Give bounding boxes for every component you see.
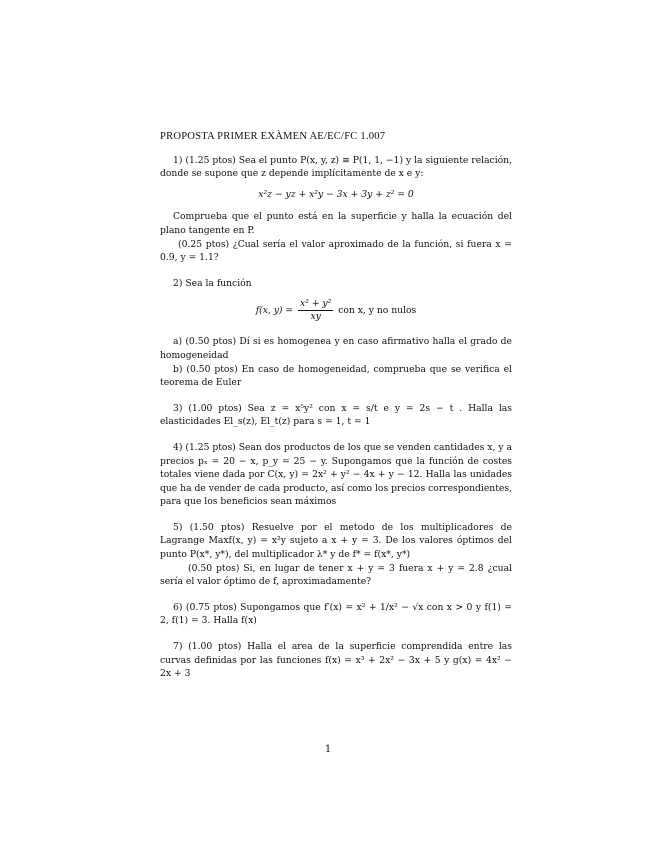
q4-statement: 4) (1.25 ptos) Sean dos productos de los que se venden cantidades x, y a precios pₓ = 20 − x, p_y = 25 − y. Supongamos que la función de costes totales viene dada por C(x, y) = 2x² + y² − 4x + y − 12. Halla las unidades que ha de vender de cada producto, así como los precios correspondientes, para que los beneficios sean máximos xyxy=(160,441,512,508)
q1-equation: x²z − yz + x²y − 3x + 3y + z² = 0 xyxy=(258,188,414,200)
q1-task: Comprueba que el punto está en la superficie y halla la ecuación del plano tangente en P. xyxy=(160,211,512,236)
q2-eq-right: con x, y no nulos xyxy=(338,305,417,317)
q7-statement: 7) (1.00 ptos) Halla el area de la superficie comprendida entre las curvas definidas por las funciones f(x) = x³ + 2x² − 3x + 5 y g(x) = 4x² − 2x + 3 xyxy=(160,641,512,680)
exam-title: PROPOSTA PRIMER EXÀMEN AE/EC/FC 1.007 xyxy=(160,131,386,142)
exam-document xyxy=(160,130,512,681)
q5-statement: 5) (1.50 ptos) Resuelve por el metodo de los multiplicadores de Lagrange Maxf(x, y) = x²y sujeto a x + y = 3. De los valores óptimos del punto P(x*, y*), del multiplicador λ* y de f* = f(x*, y*) xyxy=(160,521,512,561)
q1-subtask: (0.25 ptos) ¿Cual sería el valor aproximado de la función, si fuera x = 0.9, y = 1.1? xyxy=(160,238,512,264)
q2-intro: 2) Sea la función xyxy=(173,277,252,289)
q6-statement: 6) (0.75 ptos) Supongamos que f′(x) = x² + 1/x² − √x con x > 0 y f(1) = 2, f(1) = 3. Halla f(x) xyxy=(160,601,512,627)
q3-statement: 3) (1.00 ptos) Sea z = x⁵y² con x = s/t e y = 2s − t . Halla las elasticidades El_s(z), El_t(z) para s = 1, t = 1 xyxy=(160,402,512,428)
q1-statement: 1) (1.25 ptos) Sea el punto P(x, y, z) ≡ P(1, 1, −1) y la siguiente relación, donde se supone que z depende implícitamente de x e y: xyxy=(160,154,512,180)
q2-fraction xyxy=(298,298,333,323)
q2-eq-left: f(x, y) = xyxy=(255,305,294,317)
q2-part-a: a) (0.50 ptos) Dí si es homogenea y en caso afirmativo halla el grado de homogeneidad xyxy=(160,336,512,361)
q2-fraction-numerator: x² + y² xyxy=(300,298,332,310)
q5-subtask: (0.50 ptos) Si, en lugar de tener x + y = 3 fuera x + y = 2.8 ¿cual sería el valor óptimo de f, aproximadamente? xyxy=(160,562,512,588)
q2-fraction-denominator: xy xyxy=(310,311,321,323)
q2-part-b: b) (0.50 ptos) En caso de homogeneidad, comprueba que se verifica el teorema de Euler xyxy=(160,363,512,389)
q2-equation xyxy=(160,298,512,323)
page-number: 1 xyxy=(324,744,332,755)
